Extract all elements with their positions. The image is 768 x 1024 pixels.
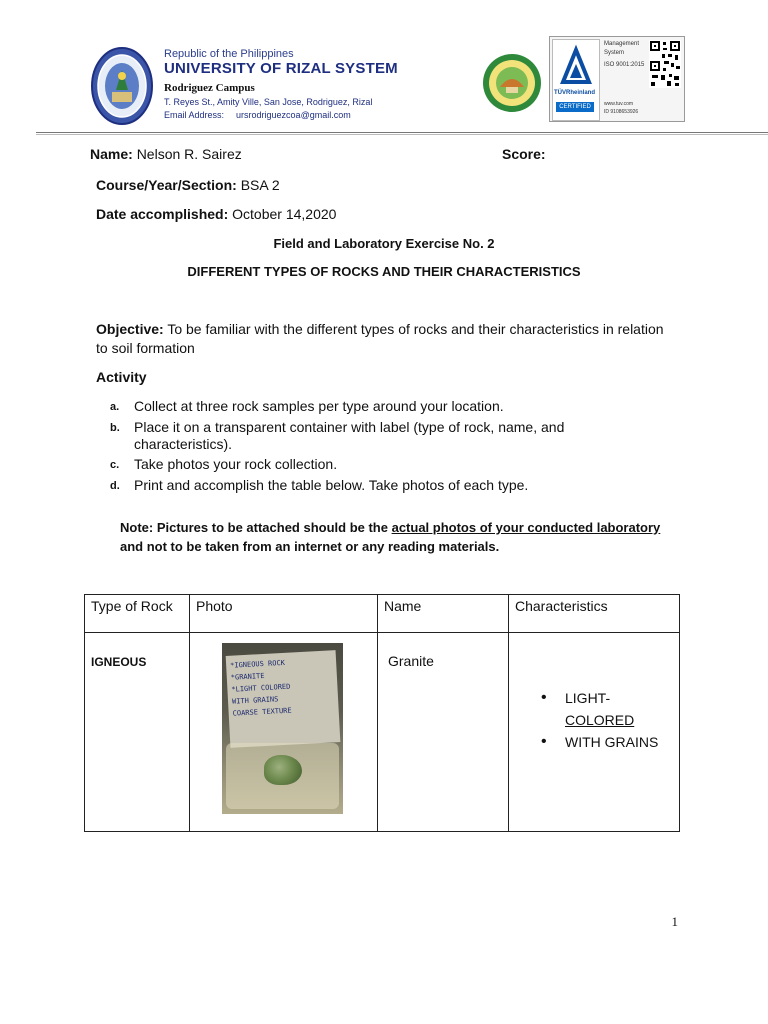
list-item bbox=[110, 477, 630, 495]
university-name: UNIVERSITY OF RIZAL SYSTEM bbox=[164, 60, 398, 77]
objective-label: Objective: bbox=[96, 321, 164, 337]
label-line: *GRANITE bbox=[230, 671, 265, 682]
email-address[interactable]: ursrodriguezcoa@gmail.com bbox=[236, 110, 351, 120]
photo-cell bbox=[190, 633, 378, 832]
email-line bbox=[164, 110, 351, 120]
cert-iso: ISO 9001:2015 bbox=[604, 62, 645, 68]
course-value: BSA 2 bbox=[240, 177, 280, 193]
col-header-photo: Photo bbox=[190, 595, 378, 633]
name-label: Name: bbox=[90, 146, 133, 162]
tuv-brand: TÜVRheinland bbox=[554, 90, 596, 96]
label-line: WITH GRAINS bbox=[231, 695, 279, 706]
label-line: COARSE TEXTURE bbox=[232, 706, 292, 718]
campus-name: Rodriguez Campus bbox=[164, 82, 255, 94]
label-line: *IGNEOUS ROCK bbox=[229, 658, 286, 670]
list-text: Place it on a transparent container with label (type of rock, name, and characteristics). bbox=[134, 419, 565, 452]
col-header-characteristics: Characteristics bbox=[509, 595, 680, 633]
list-text: Collect at three rock samples per type around your location. bbox=[134, 398, 504, 414]
list-item bbox=[110, 398, 630, 416]
score-field bbox=[502, 146, 546, 162]
header-divider-secondary bbox=[36, 134, 768, 135]
col-header-name: Name bbox=[378, 595, 509, 633]
list-marker: b. bbox=[110, 422, 120, 434]
objective-text: To be familiar with the different types of rocks and their characteristics in relation to soil formation bbox=[96, 321, 664, 356]
page-number: 1 bbox=[671, 914, 678, 929]
table-row bbox=[85, 633, 680, 832]
rock-name-cell: Granite bbox=[378, 633, 509, 832]
note-underlined: actual photos of your conducted laboratory bbox=[391, 520, 661, 535]
email-label: Email Address: bbox=[164, 110, 225, 120]
cert-id: ID 9108653926 bbox=[604, 109, 639, 115]
label-line: *LIGHT COLORED bbox=[231, 682, 291, 694]
date-label: Date accomplished: bbox=[96, 206, 229, 222]
tuv-logo bbox=[552, 39, 600, 121]
list-marker: c. bbox=[110, 459, 120, 471]
rock-table bbox=[84, 594, 680, 832]
name-field bbox=[90, 146, 242, 162]
characteristics-list bbox=[539, 687, 679, 753]
list-text: Print and accomplish the table below. Take photos of each type. bbox=[134, 477, 529, 493]
score-label: Score: bbox=[502, 146, 546, 162]
cert-site: www.tuv.com bbox=[604, 101, 634, 107]
list-item: • LIGHT- COLORED bbox=[539, 687, 679, 731]
cert-management: Management bbox=[604, 41, 640, 47]
republic-line: Republic of the Philippines bbox=[164, 48, 294, 60]
rock-type-cell: IGNEOUS bbox=[85, 633, 190, 832]
list-marker: a. bbox=[110, 401, 120, 413]
header-divider bbox=[36, 132, 768, 133]
col-header-type: Type of Rock bbox=[85, 595, 190, 633]
campus-address: T. Reyes St., Amity Ville, San Jose, Rodriguez, Rizal bbox=[164, 97, 373, 107]
exercise-title: DIFFERENT TYPES OF ROCKS AND THEIR CHARACTERISTICS bbox=[187, 264, 581, 279]
list-item bbox=[110, 419, 630, 453]
list-marker: d. bbox=[110, 480, 120, 492]
course-field bbox=[96, 177, 280, 193]
list-item: • WITH GRAINS bbox=[539, 731, 679, 753]
name-value: Nelson R. Sairez bbox=[136, 146, 242, 162]
note-prefix: Note: Pictures to be attached should be the bbox=[120, 520, 392, 535]
list-text: Take photos your rock collection. bbox=[134, 456, 338, 472]
course-label: Course/Year/Section: bbox=[96, 177, 237, 193]
objective-paragraph bbox=[96, 320, 676, 358]
exercise-number: Field and Laboratory Exercise No. 2 bbox=[273, 236, 495, 251]
characteristics-cell bbox=[509, 633, 680, 832]
list-item bbox=[110, 456, 630, 474]
rock-sample bbox=[264, 755, 302, 785]
university-seal bbox=[90, 46, 154, 126]
qr-code-icon bbox=[649, 40, 681, 88]
iso-certification-badge bbox=[549, 36, 685, 122]
photo-paper-label bbox=[226, 650, 341, 748]
college-seal bbox=[482, 53, 542, 113]
rock-photo bbox=[222, 643, 343, 814]
date-field bbox=[96, 206, 336, 222]
table-header-row bbox=[85, 595, 680, 633]
activity-list bbox=[110, 398, 630, 498]
note-suffix: and not to be taken from an internet or any reading materials. bbox=[120, 539, 500, 554]
date-value: October 14,2020 bbox=[232, 206, 337, 222]
colored-text: COLORED bbox=[565, 712, 635, 728]
note-paragraph bbox=[120, 518, 680, 556]
cert-system: System bbox=[604, 50, 625, 56]
certified-label: CERTIFIED bbox=[556, 102, 594, 112]
activity-heading: Activity bbox=[96, 369, 147, 385]
